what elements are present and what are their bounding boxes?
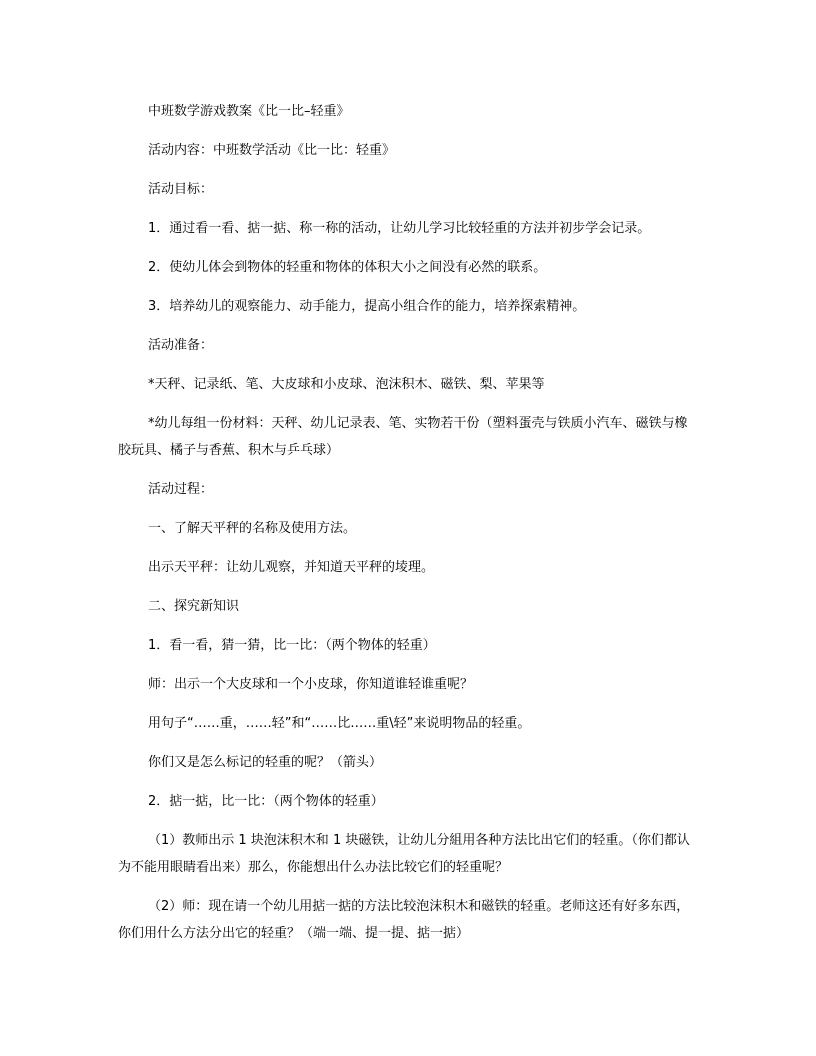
paragraph-show-balance: 出示天平秤：让幼儿观察，并知道天平秤的堎理。 xyxy=(148,560,435,575)
paragraph-substep-1: （1）教师出示 1 块泡沫积木和 1 块磁铁，让幼儿分組用各种方法比出它们的轻重。（你们都认为不能用眼睛看出来）那么，你能想出什么办法比较它们的轻重呢？ xyxy=(118,833,690,875)
paragraph-substep-2: （2）师：现在请一个幼儿用掂一掂的方法比较泡沫积木和磁铁的轻重。老师这还有好多东西，你们用什么方法分出它的轻重？（端一端、提一提、掂一掂） xyxy=(118,899,690,941)
paragraph-activity-content: 活动内容：中班数学活动《比一比：轻重》 xyxy=(148,143,396,158)
paragraph-goal-1: 1．通过看一看、掂一掂、称一称的活动，让幼儿学习比较轻重的方法并初步学会记录。 xyxy=(148,221,651,236)
paragraph-weigh-compare: 2．掂一掂，比一比：（两个物体的轻重） xyxy=(148,794,384,809)
paragraph-goals-heading: 活动目标： xyxy=(148,182,214,197)
paragraph-preparation-2: *幼儿每组一份材料：天秤、幼儿记录表、笔、实物若干份（塑料蛋壳与铁质小汽车、磁铁与橡胶玩具、橘子与香蕉、积木与乒乓球） xyxy=(118,416,688,458)
paragraph-step-1: 一、了解天平秤的名称及使用方法。 xyxy=(148,521,357,536)
paragraph-goal-3: 3．培养幼儿的观察能力、动手能力，提高小组合作的能力，培养探索精神。 xyxy=(148,299,586,314)
paragraph-teacher-balls: 师：出示一个大皮球和一个小皮球，你知道谁轻谁重呢？ xyxy=(148,677,474,692)
paragraph-preparation-heading: 活动准备： xyxy=(148,338,214,353)
paragraph-step-2: 二、探究新知识 xyxy=(148,599,240,614)
paragraph-sentence-pattern: 用句子“……重，……轻”和“……比……重\轻”来说明物品的轻重。 xyxy=(148,716,531,731)
paragraph-goal-2: 2．使幼儿体会到物体的轻重和物体的体积大小之间没有必然的联系。 xyxy=(148,260,547,275)
document-title: 中班数学游戏教案《比一比–轻重》 xyxy=(148,104,350,119)
paragraph-process-heading: 活动过程： xyxy=(148,482,214,497)
paragraph-look-guess-compare: 1．看一看，猜一猜，比一比：（两个物体的轻重） xyxy=(148,638,436,653)
paragraph-preparation-1: *天秤、记录纸、笔、大皮球和小皮球、泡沫积木、磁铁、梨、苹果等 xyxy=(148,377,545,392)
paragraph-marking: 你们又是怎么标记的轻重的呢？（箭头） xyxy=(148,755,383,770)
